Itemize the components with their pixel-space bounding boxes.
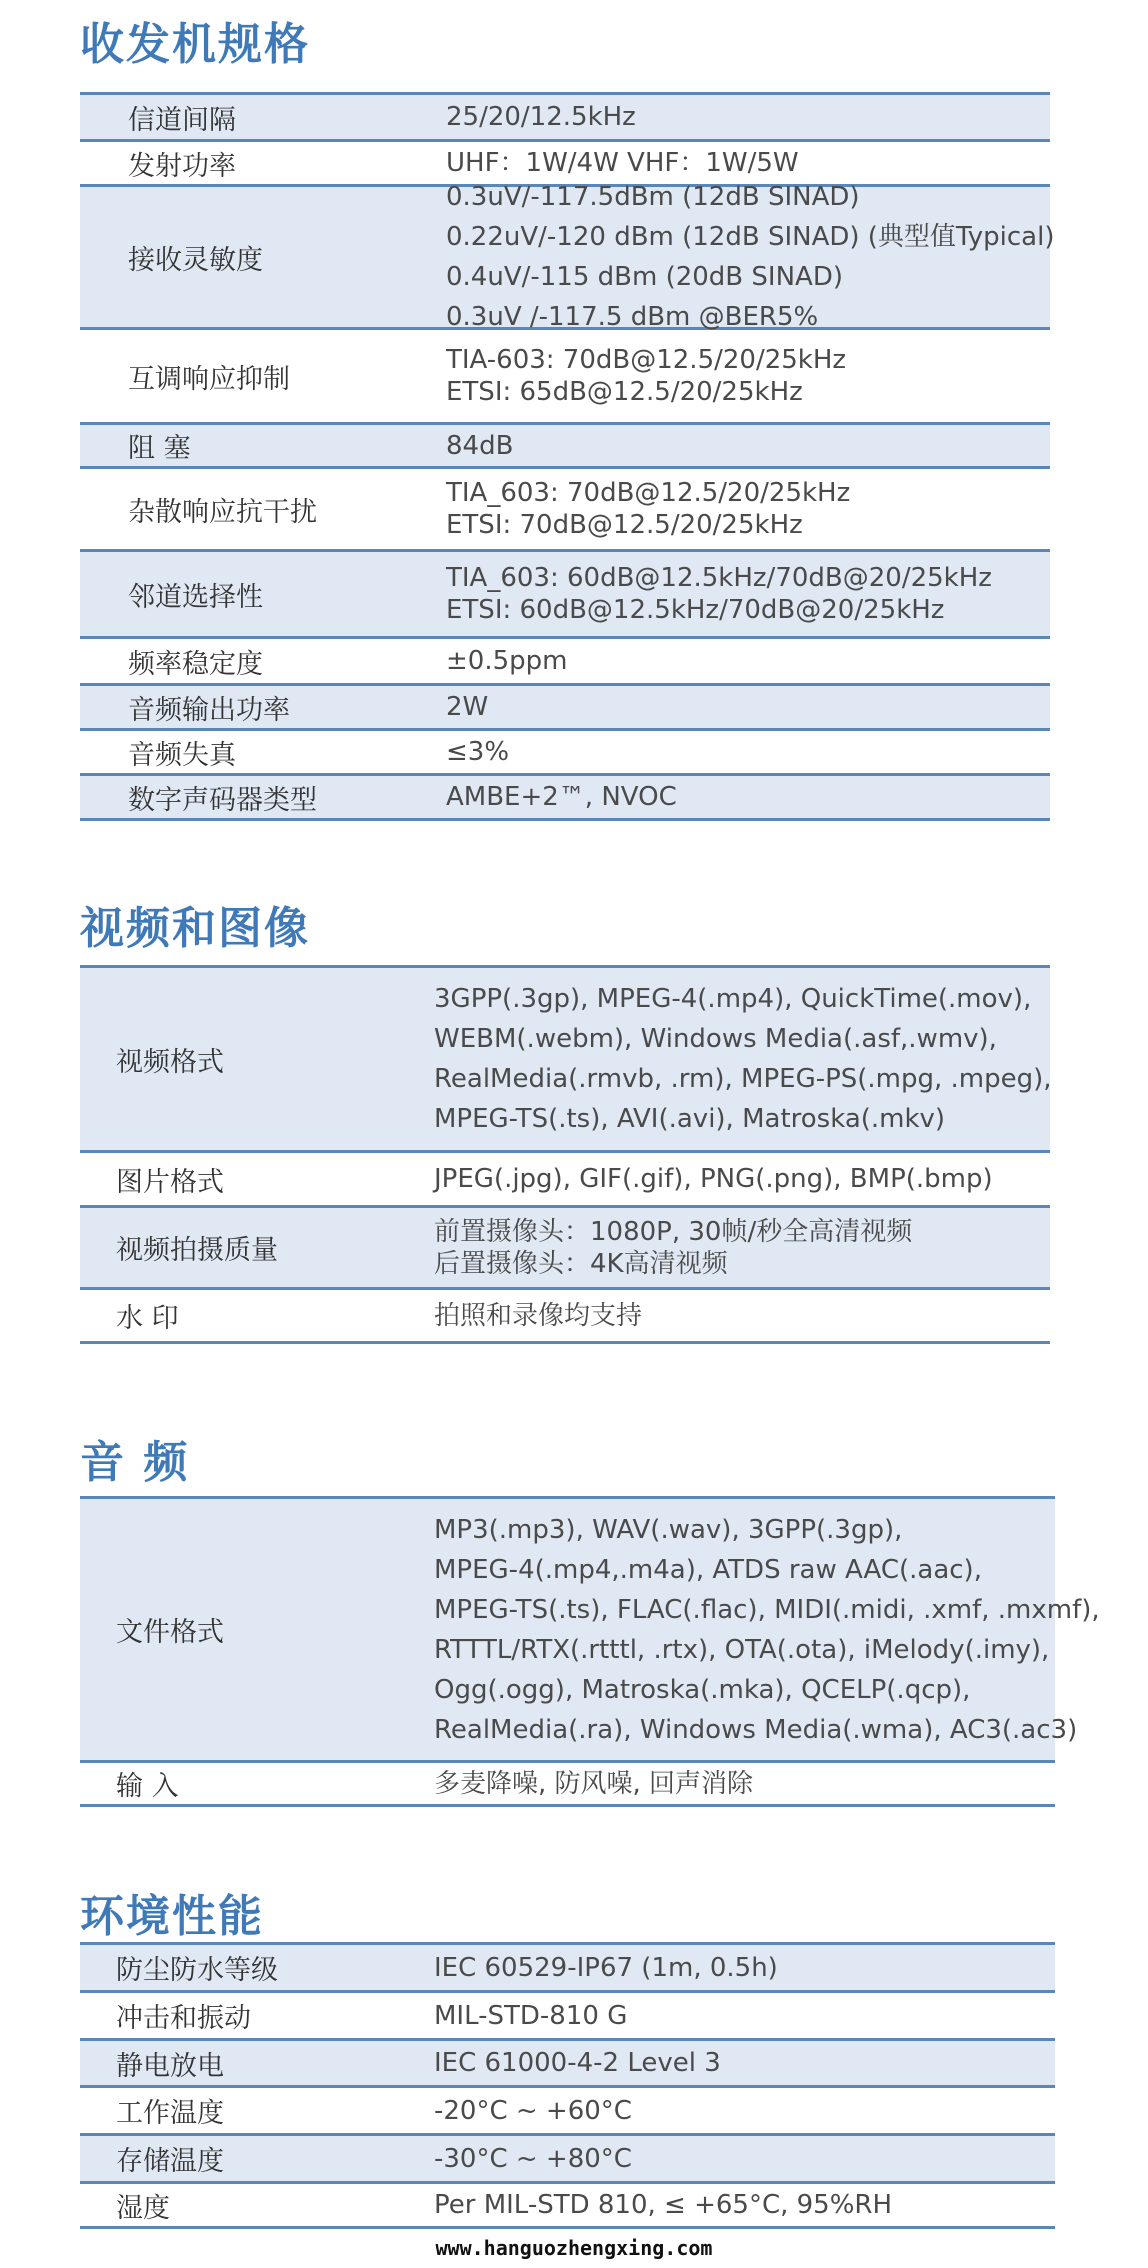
section-title: 收发机规格 <box>80 19 310 70</box>
spec-value <box>434 1510 1100 1750</box>
spec-value-line: 0.4uV/-115 dBm (20dB SINAD) <box>446 262 843 292</box>
spec-label: 数字声码器类型 <box>128 784 317 816</box>
spec-row <box>80 1496 1100 1760</box>
spec-label: 水 印 <box>116 1303 179 1334</box>
spec-label: 邻道选择性 <box>128 581 263 613</box>
spec-value <box>434 2047 721 2079</box>
spec-value-line: 0.22uV/-120 dBm (12dB SINAD) (典型值Typical) <box>446 222 1055 252</box>
spec-value <box>446 781 677 813</box>
spec-value-line: AMBE+2™, NVOC <box>446 782 677 812</box>
spec-value-line: ≤3% <box>446 737 510 767</box>
spec-value-line: IEC 61000-4-2 Level 3 <box>434 2048 721 2078</box>
spec-label: 发射功率 <box>128 150 236 182</box>
spec-value-line: 2W <box>446 692 489 722</box>
spec-table <box>80 965 1050 1344</box>
spec-value-line: ±0.5ppm <box>446 646 568 676</box>
spec-value-line: ETSI: 60dB@12.5kHz/70dB@20/25kHz <box>446 595 945 625</box>
spec-value-line: 0.3uV/-117.5dBm (12dB SINAD) <box>446 182 860 212</box>
spec-label: 接收灵敏度 <box>128 244 263 276</box>
spec-label: 冲击和振动 <box>116 2003 251 2034</box>
spec-value-line: ETSI: 65dB@12.5/20/25kHz <box>446 377 803 407</box>
spec-row <box>80 1760 1055 1807</box>
spec-value <box>446 101 636 133</box>
spec-value-line: 后置摄像头：4K高清视频 <box>434 1248 728 1279</box>
spec-value <box>446 477 850 541</box>
spec-row <box>80 182 1055 332</box>
spec-value-line: 84dB <box>446 430 514 461</box>
spec-value <box>434 1300 642 1332</box>
spec-row <box>80 422 1050 466</box>
spec-label: 文件格式 <box>116 1617 224 1648</box>
spec-label: 视频拍摄质量 <box>116 1235 278 1266</box>
spec-row <box>80 2133 1055 2181</box>
spec-label: 信道间隔 <box>128 104 236 136</box>
spec-label: 防尘防水等级 <box>116 1955 278 1986</box>
spec-row <box>80 549 1050 636</box>
spec-label: 阻 塞 <box>128 433 191 464</box>
spec-row <box>80 773 1050 821</box>
footer-url: www.hanguozhengxing.com <box>435 2236 713 2260</box>
spec-row <box>80 1205 1050 1287</box>
spec-label: 静电放电 <box>116 2050 224 2082</box>
spec-value <box>446 645 567 677</box>
spec-value <box>434 2189 892 2221</box>
spec-label: 音频输出功率 <box>128 694 290 726</box>
spec-value <box>434 1952 778 1984</box>
spec-value-line: 多麦降噪, 防风噪, 回声消除 <box>434 1768 754 1799</box>
spec-row <box>80 636 1050 683</box>
spec-label: 工作温度 <box>116 2098 224 2129</box>
spec-row <box>80 1150 1050 1205</box>
spec-table <box>80 92 1055 821</box>
spec-row <box>80 466 1050 549</box>
section-title: 视频和图像 <box>80 903 310 954</box>
spec-value <box>446 344 846 408</box>
spec-value-line: Ogg(.ogg), Matroska(.mka), QCELP(.qcp), <box>434 1674 971 1705</box>
spec-value-line: RealMedia(.rmvb, .rm), MPEG-PS(.mpg, .mpeg), <box>434 1064 1052 1094</box>
spec-value-line: TIA_603: 60dB@12.5kHz/70dB@20/25kHz <box>446 563 992 593</box>
spec-row <box>80 965 1050 1150</box>
spec-row <box>80 327 1050 422</box>
spec-value-line: IEC 60529-IP67 (1m, 0.5h) <box>434 1952 778 1983</box>
spec-value-line: Per MIL-STD 810, ≤ +65°C, 95%RH <box>434 2190 893 2220</box>
spec-value <box>434 2095 632 2127</box>
spec-label: 互调响应抑制 <box>128 363 290 395</box>
section-title: 音 频 <box>80 1437 190 1488</box>
spec-value <box>434 979 1052 1139</box>
spec-value-line: RTTTL/RTX(.rtttl, .rtx), OTA(.ota), iMelody(.imy), <box>434 1634 1050 1665</box>
spec-value-line: 25/20/12.5kHz <box>446 102 636 132</box>
spec-row <box>80 683 1050 728</box>
spec-value-line: WEBM(.webm), Windows Media(.asf,.wmv), <box>434 1024 997 1054</box>
spec-value-line: MPEG-TS(.ts), AVI(.avi), Matroska(.mkv) <box>434 1104 946 1134</box>
spec-label: 频率稳定度 <box>128 648 263 680</box>
spec-value-line: MPEG-TS(.ts), FLAC(.flac), MIDI(.midi, .xmf, .mxmf), <box>434 1594 1100 1625</box>
spec-value <box>434 1768 753 1800</box>
spec-value <box>434 1216 912 1280</box>
spec-value <box>446 562 992 626</box>
spec-value-line: UHF：1W/4W VHF：1W/5W <box>446 148 799 178</box>
section-title: 环境性能 <box>80 1891 264 1942</box>
spec-value <box>446 430 513 462</box>
spec-row <box>80 1287 1050 1344</box>
spec-value-line: -20°C ~ +60°C <box>434 2095 632 2126</box>
spec-value-line: -30°C ~ +80°C <box>434 2143 632 2174</box>
spec-value-line: TIA_603: 70dB@12.5/20/25kHz <box>446 478 851 508</box>
spec-value <box>434 2143 632 2175</box>
spec-label: 视频格式 <box>116 1046 224 1078</box>
spec-row <box>80 2038 1055 2085</box>
spec-label: 存储温度 <box>116 2146 224 2177</box>
spec-value <box>446 691 488 723</box>
spec-row <box>80 2181 1055 2229</box>
spec-row <box>80 1990 1055 2038</box>
spec-value <box>446 147 799 179</box>
spec-value <box>434 1163 993 1195</box>
spec-value <box>446 736 509 768</box>
spec-label: 图片格式 <box>116 1166 224 1198</box>
spec-label: 杂散响应抗干扰 <box>128 496 317 528</box>
spec-value-line: 3GPP(.3gp), MPEG-4(.mp4), QuickTime(.mov), <box>434 984 1032 1014</box>
spec-label: 音频失真 <box>128 739 236 771</box>
spec-value-line: MIL-STD-810 G <box>434 2000 628 2031</box>
spec-value <box>434 2000 627 2032</box>
spec-value-line: ETSI: 70dB@12.5/20/25kHz <box>446 510 803 540</box>
spec-table <box>80 1942 1055 2229</box>
spec-label: 输 入 <box>116 1771 179 1802</box>
spec-value-line: MP3(.mp3), WAV(.wav), 3GPP(.3gp), <box>434 1514 903 1545</box>
spec-value-line: RealMedia(.ra), Windows Media(.wma), AC3(.ac3) <box>434 1714 1078 1745</box>
spec-value-line: TIA-603: 70dB@12.5/20/25kHz <box>446 345 847 375</box>
spec-value-line: MPEG-4(.mp4,.m4a), ATDS raw AAC(.aac), <box>434 1554 982 1585</box>
spec-row <box>80 92 1050 139</box>
spec-label: 湿度 <box>116 2192 170 2224</box>
spec-value-line: JPEG(.jpg), GIF(.gif), PNG(.png), BMP(.bmp) <box>434 1164 993 1194</box>
spec-value-line: 0.3uV /-117.5 dBm @BER5% <box>446 302 819 332</box>
spec-value <box>446 177 1054 337</box>
spec-row <box>80 2085 1055 2133</box>
spec-table <box>80 1496 1100 1807</box>
spec-row <box>80 1942 1055 1990</box>
spec-value-line: 前置摄像头：1080P, 30帧/秒全高清视频 <box>434 1216 913 1247</box>
spec-value-line: 拍照和录像均支持 <box>434 1300 643 1331</box>
spec-row <box>80 728 1050 773</box>
